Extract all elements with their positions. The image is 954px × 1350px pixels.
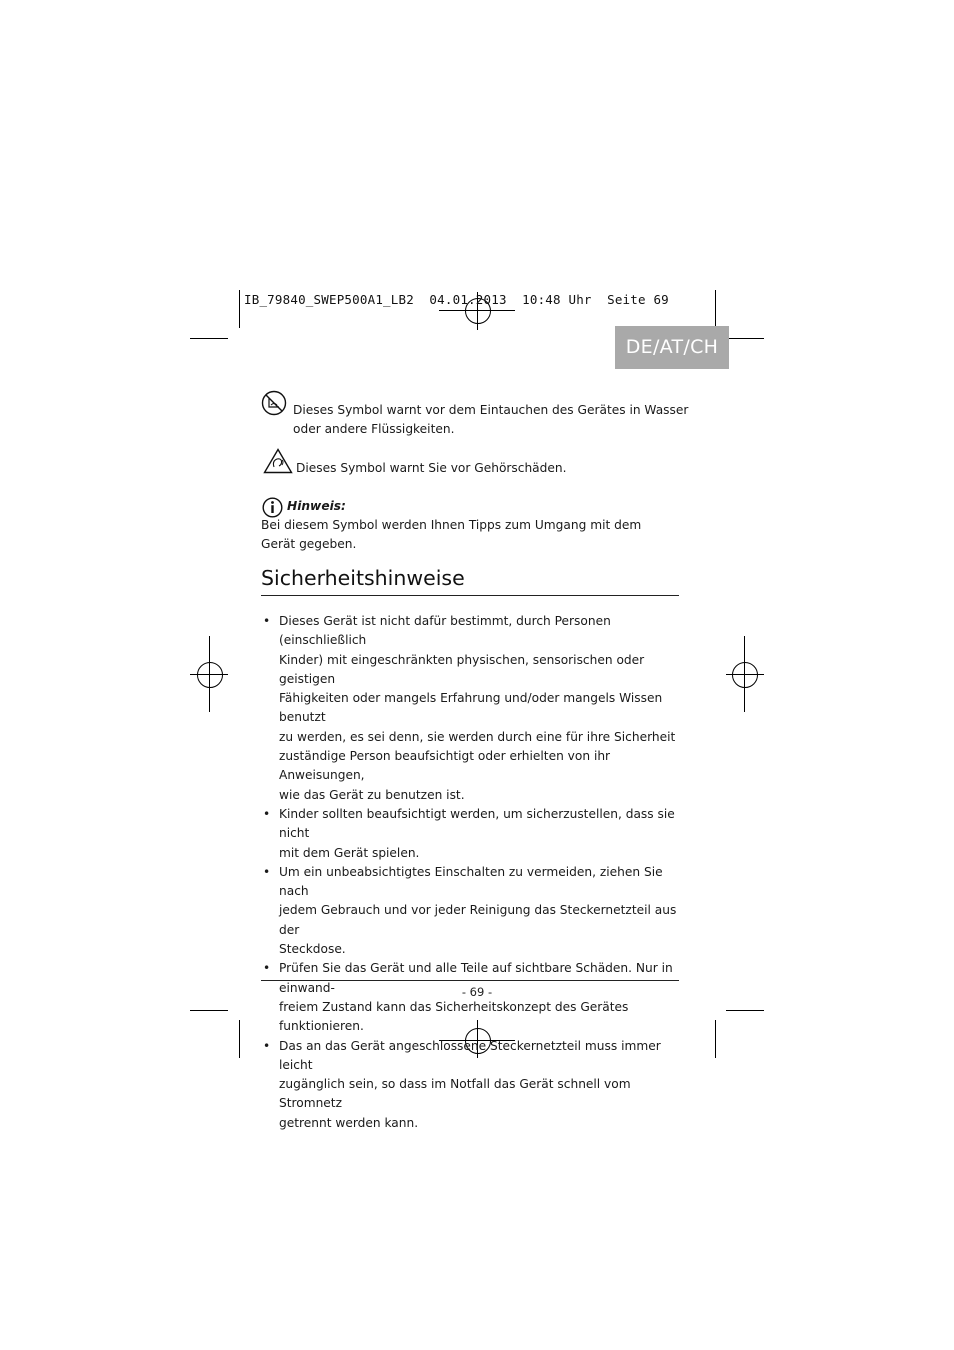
list-item (261, 1037, 691, 1133)
symbol-description-hearing (296, 459, 566, 478)
text-line: zuständige Person beaufsichtigt oder erhielten von ihr Anweisungen, (279, 749, 611, 783)
bullet: • (263, 1038, 271, 1053)
heading-underline (261, 595, 679, 596)
text-line: Das an das Gerät angeschlossene Steckernetzteil muss immer leicht (279, 1038, 661, 1072)
text-line: freiem Zustand kann das Sicherheitskonzept des Gerätes funktionieren. (279, 999, 629, 1034)
symbol-description-immersion (293, 401, 688, 440)
bullet: • (263, 864, 271, 879)
text-line: oder andere Flüssigkeiten. (293, 422, 455, 437)
text-line: Dieses Symbol warnt Sie vor Gehörschäden. (296, 461, 567, 475)
footer-rule (261, 980, 679, 981)
no-immersion-icon (261, 390, 287, 416)
text-line: Kinder sollten beaufsichtigt werden, um sicherzustellen, dass sie nicht (279, 806, 675, 841)
hinweis-title: Hinweis: (287, 499, 346, 513)
text-line: Steckdose. (279, 942, 346, 957)
text-line: Bei diesem Symbol werden Ihnen Tipps zum Umgang mit dem (261, 518, 642, 532)
text-line: Dieses Gerät ist nicht dafür bestimmt, durch Personen (einschließlich (279, 614, 611, 648)
text-line: zu werden, es sei denn, sie werden durch eine für ihre Sicherheit (279, 729, 676, 744)
section-title: Sicherheitshinweise (261, 566, 465, 590)
hearing-damage-warning-icon (263, 448, 293, 474)
list-item (261, 612, 691, 805)
text-line: Gerät gegeben. (261, 537, 357, 552)
text-line: Fähigkeiten oder mangels Erfahrung und/oder mangels Wissen benutzt (279, 691, 663, 725)
list-item (261, 863, 691, 959)
safety-bullet-list (261, 612, 691, 1133)
text-line: Kinder) mit eingeschränkten physischen, sensorischen oder geistigen (279, 652, 645, 686)
hinweis-body (261, 516, 641, 555)
text-line: Um ein unbeabsichtigtes Einschalten zu vermeiden, ziehen Sie nach (279, 864, 663, 899)
language-tab: DE/AT/CH (615, 326, 729, 369)
text-line: Dieses Symbol warnt vor dem Eintauchen des Gerätes in Wasser (293, 403, 689, 417)
text-line: getrennt werden kann. (279, 1115, 419, 1130)
bullet: • (263, 614, 271, 628)
text-line: jedem Gebrauch und vor jeder Reinigung das Steckernetzteil aus der (279, 903, 677, 937)
text-line: Prüfen Sie das Gerät und alle Teile auf sichtbare Schäden. Nur in einwand- (279, 961, 673, 995)
text-line: mit dem Gerät spielen. (279, 845, 420, 860)
bullet: • (263, 806, 271, 821)
print-slug-header: IB_79840_SWEP500A1_LB2 04.01.2013 10:48 Uhr Seite 69 (244, 292, 669, 307)
bullet: • (263, 961, 271, 976)
info-icon (262, 497, 283, 518)
list-item (261, 805, 691, 863)
page-number: - 69 - (461, 985, 493, 999)
text-line: wie das Gerät zu benutzen ist. (279, 787, 465, 802)
text-line: zugänglich sein, so dass im Notfall das Gerät schnell vom Stromnetz (279, 1077, 631, 1111)
